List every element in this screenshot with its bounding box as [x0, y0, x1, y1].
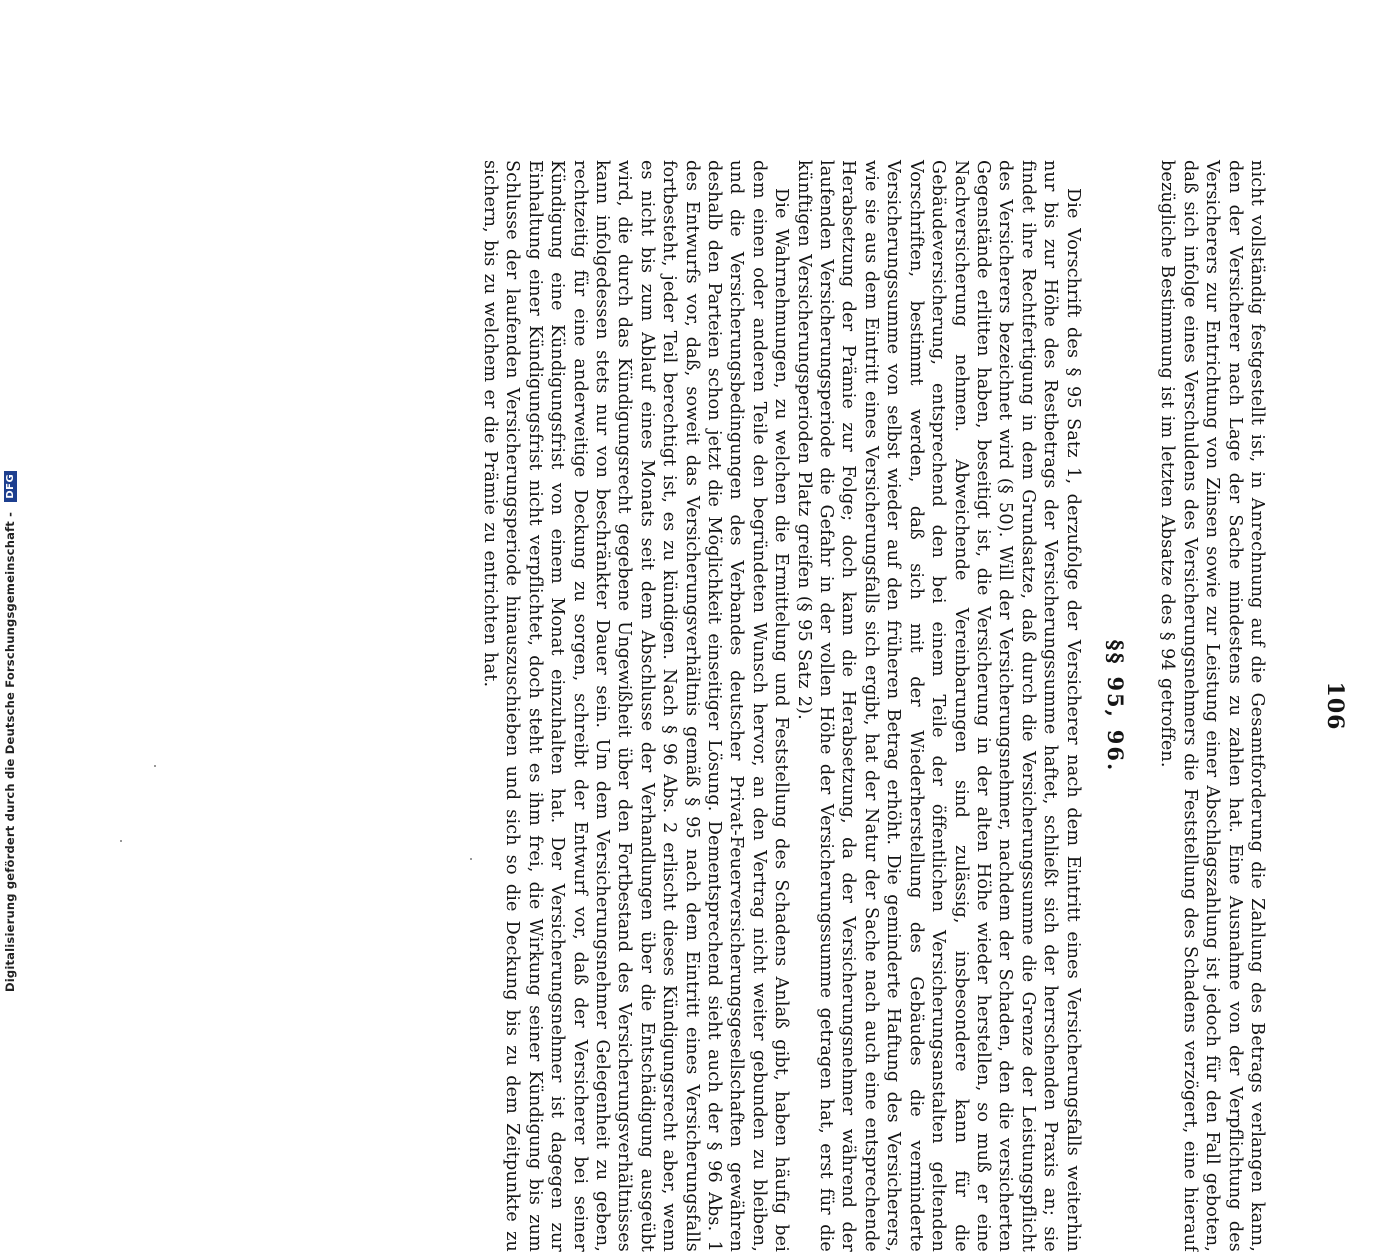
digitization-credit — [3, 471, 17, 992]
digitization-credit-text: Digitalisierung gefördert durch die Deutsche Forschungsgemeinschaft - — [3, 511, 17, 992]
paragraph: Die Vorschrift des § 95 Satz 1, derzufolge der Versicherer nach dem Eintritt eines Versicherungsfalls weiterhin nur bis zur Höhe des Restbetrags der Versicherungssumme haftet, schließt sich der herrschenden Praxis an; sie findet ihre Rechtfertigung in dem Grundsatze, daß durch die Versicherungssumme die Grenze der Leistungspflicht des Versicherers bezeichnet wird (§ 50). Will der Versicherungsnehmer, nachdem der Schaden, den die versicherten Gegenstände erlitten haben, beseitigt ist, die Versicherung in der alten Höhe wieder herstellen, so muß er eine Nachversicherung nehmen. Abweichende Vereinbarungen sind zulässig, insbesondere kann für die Gebäudeversicherung, entsprechend den bei einem Teile der öffentlichen Versicherungsanstalten geltenden Vorschriften, bestimmt werden, daß sich mit der Wiederherstellung des Gebäudes die verminderte Versicherungssumme von selbst wieder auf den früheren Betrag erhöht. Die geminderte Haftung des Versicherers, wie sie aus dem Eintritt eines Versicherungsfalls sich ergibt, hat der Natur der Sache nach auch eine entsprechende Herabsetzung der Prämie zur Folge; doch kann die Herabsetzung, da der Versicherungsnehmer während der laufenden Versicherungsperiode die Gefahr in der vollen Höhe der Versicherungssumme getragen hat, erst für die künftigen Versicherungsperioden Platz greifen (§ 95 Satz 2). — [793, 160, 1083, 1252]
document-page — [158, 160, 1348, 1252]
digitization-credit-strip — [0, 0, 22, 1000]
dfg-logo-icon: DFG — [4, 471, 17, 502]
scan-speck — [154, 765, 156, 767]
scan-speck — [120, 840, 122, 842]
paragraph: Die Wahrnehmungen, zu welchen die Ermittelung und Feststellung des Schadens Anlaß gibt, haben häufig bei dem einen oder anderen Teile den begründeten Wunsch hervor, an den Vertrag nicht weiter gebunden zu bleiben, und die Versicherungsbedingungen des Verbandes deutscher Privat-Feuerversicherungsgesellschaften gewähren deshalb den Parteien schon jetzt die Möglichkeit einseitiger Lösung. Dementsprechend sieht auch der § 96 Abs. 1 des Entwurfs vor, daß, soweit das Versicherungsverhältnis gemäß § 95 nach dem Eintritt eines Versicherungsfalls fortbesteht, jeder Teil berechtigt ist, es zu kündigen. Nach § 96 Abs. 2 erlischt dieses Kündigungsrecht aber, wenn es nicht bis zum Ablauf eines Monats seit dem Abschlusse der Verhandlungen über die Entschädigung ausgeübt wird, die durch das Kündigungsrecht gegebene Ungewißheit über den Fortbestand des Versicherungsverhältnisses kann infolgedessen stets nur von beschränkter Dauer sein. Um dem Versicherungsnehmer Gelegenheit zu geben, rechtzeitig für eine anderweitige Deckung zu sorgen, schreibt der Entwurf vor, daß der Versicherer bei seiner Kündigung eine Kündigungsfrist von einem Monat einzuhalten hat. Der Versicherungsnehmer ist dagegen zur Einhaltung einer Kündigungsfrist nicht verpflichtet, doch steht es ihm frei, die Wirkung seiner Kündigung bis zum Schlusse der laufenden Versicherungsperiode hinauszuschieben und sich so die Deckung bis zu dem Zeitpunkte zu sichern, bis zu welchem er die Prämie zu entrichten hat. — [480, 160, 792, 1252]
section-heading: §§ 95, 96. — [1102, 639, 1128, 773]
paragraph: nicht vollständig festgestellt ist, in Anrechnung auf die Gesamtforderung die Zahlung des Betrags verlangen kann, den der Versicherer nach Lage der Sache mindestens zu zahlen hat. Eine Ausnahme von der Verpflichtung des Versicherers zur Entrichtung von Zinsen sowie zur Leistung einer Abschlagszahlung ist jedoch für den Fall geboten, daß sich infolge eines Verschuldens des Versicherungsnehmers die Feststellung des Schadens verzögert, eine hierauf bezügliche Bestimmung ist im letzten Absatze des § 94 getroffen. — [1157, 160, 1267, 1252]
page-number: 106 — [1322, 681, 1348, 731]
